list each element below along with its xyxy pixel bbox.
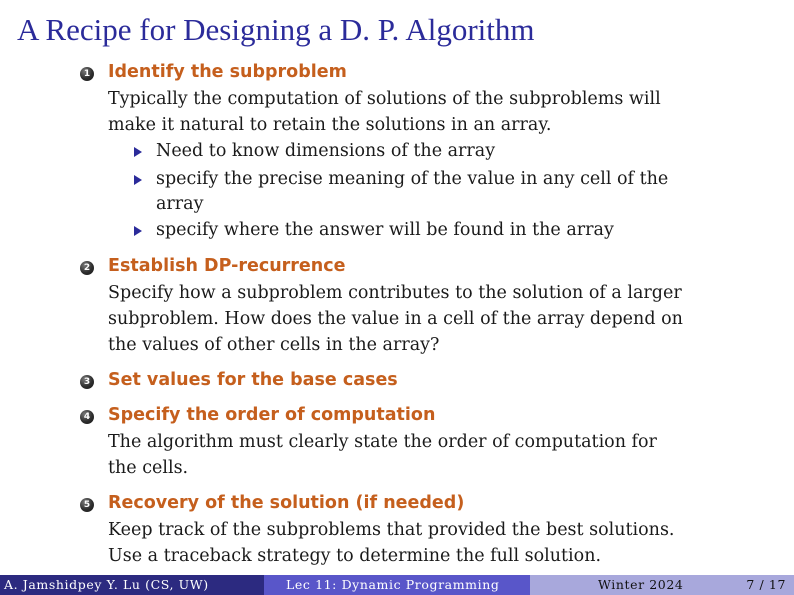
bullet-triangle-icon — [134, 147, 142, 157]
footer-authors — [0, 575, 264, 595]
item-text-line: The algorithm must clearly state the order of computation for — [108, 432, 657, 452]
footer-bar — [0, 575, 794, 595]
item-text-line: Typically the computation of solutions of the subproblems will — [108, 89, 661, 109]
footer-lecture — [264, 575, 530, 595]
sub-bullet-text: specify the precise meaning of the value in any cell of the — [156, 169, 669, 189]
item-text-line: Keep track of the subproblems that provided the best solutions. — [108, 520, 675, 540]
footer-lecture-text: Lec 11: Dynamic Programming — [286, 577, 500, 592]
item-text-line: subproblem. How does the value in a cell of the array depend on — [108, 309, 683, 329]
item-number-badge: 3 — [80, 375, 94, 389]
bullet-triangle-icon — [134, 226, 142, 236]
footer-meta — [530, 575, 794, 595]
item-heading: Establish DP-recurrence — [108, 256, 346, 276]
item-text-line: Use a traceback strategy to determine the full solution. — [108, 546, 602, 566]
footer-page-number: 7 / 17 — [746, 577, 786, 592]
footer-authors-text: A. Jamshidpey Y. Lu (CS, UW) — [4, 577, 209, 592]
footer-term: Winter 2024 — [598, 577, 684, 592]
item-text-line: the cells. — [108, 458, 189, 478]
item-number-badge: 4 — [80, 410, 94, 424]
item-text-line: the values of other cells in the array? — [108, 335, 440, 355]
sub-bullet-text: array — [156, 194, 204, 214]
item-text-line: make it natural to retain the solutions in an array. — [108, 115, 552, 135]
item-text-line: Specify how a subproblem contributes to the solution of a larger — [108, 283, 682, 303]
sub-bullet-text: specify where the answer will be found in the array — [156, 220, 614, 240]
item-heading: Identify the subproblem — [108, 62, 347, 82]
item-heading: Set values for the base cases — [108, 370, 398, 390]
item-number-badge: 5 — [80, 498, 94, 512]
slide-title: A Recipe for Designing a D. P. Algorithm — [17, 12, 535, 47]
item-heading: Recovery of the solution (if needed) — [108, 493, 465, 513]
item-heading: Specify the order of computation — [108, 405, 436, 425]
item-number-badge: 2 — [80, 261, 94, 275]
item-number-badge: 1 — [80, 67, 94, 81]
sub-bullet-text: Need to know dimensions of the array — [156, 141, 496, 161]
bullet-triangle-icon — [134, 175, 142, 185]
